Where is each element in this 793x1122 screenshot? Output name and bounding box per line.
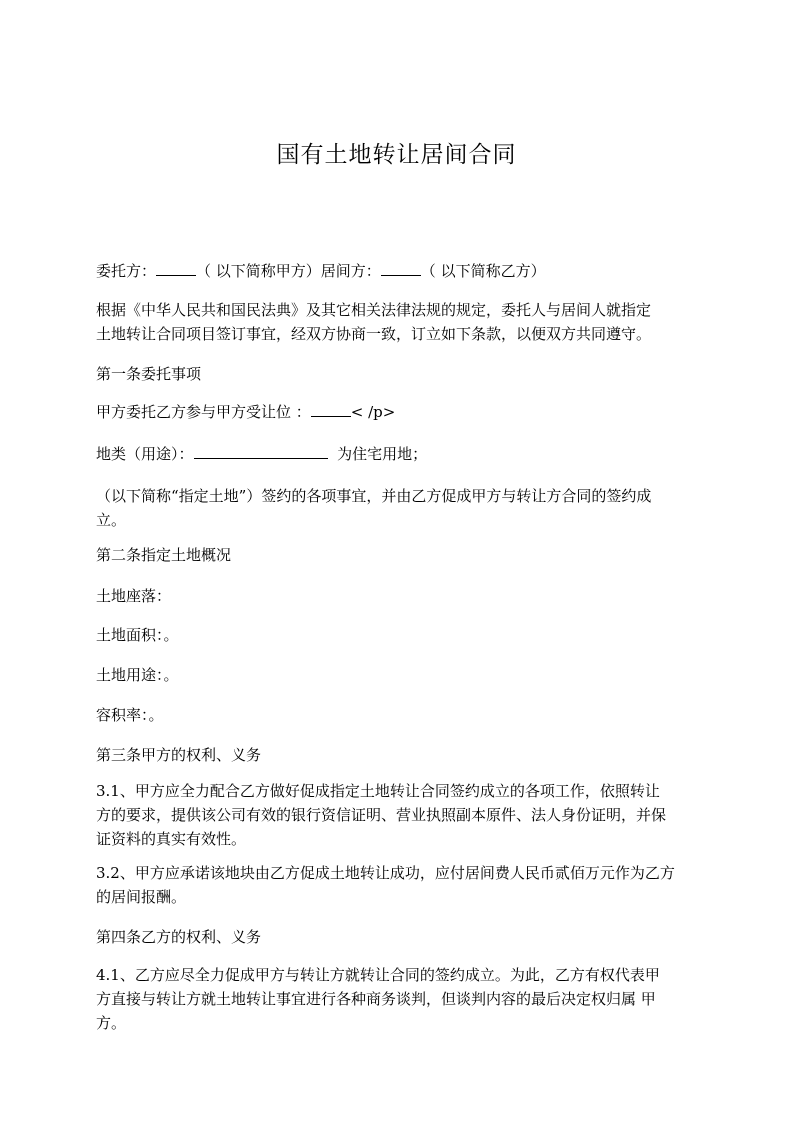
- principal-blank: [156, 261, 196, 276]
- parties-line: [96, 259, 706, 283]
- item1-suffix: < /p>: [350, 403, 396, 421]
- article-3-heading: 第三条甲方的权利、义务: [96, 746, 262, 764]
- land-location: 土地座落：: [96, 587, 172, 605]
- clause-4-1-line-2: 方直接与转让方就土地转让事宜进行各种商务谈判，但谈判内容的最后决定权归属 甲: [96, 990, 656, 1008]
- clause-4-1-line-1: 4.1、乙方应尽全力促成甲方与转让方就转让合同的签约成立。为此，乙方有权代表甲: [96, 966, 660, 984]
- principal-suffix: （ 以下简称甲方）居间方：: [196, 262, 381, 280]
- article-1-heading: 第一条委托事项: [96, 365, 202, 383]
- document-title: 国有土地转让居间合同: [276, 142, 517, 168]
- land-use: 土地用途：。: [96, 666, 179, 684]
- clause-4-1-line-3: 方。: [96, 1014, 127, 1032]
- principal-label: 委托方：: [96, 262, 157, 280]
- agent-suffix: （ 以下简称乙方）: [420, 262, 546, 280]
- clause-3-1-line-3: 证资料的真实有效性。: [96, 830, 247, 848]
- clause-3-2-line-2: 的居间报酬。: [96, 888, 187, 906]
- preamble-line-2: 土地转让合同项目签订事宜，经双方协商一致，订立如下条款，以便双方共同遵守。: [96, 325, 652, 343]
- article-1-item-3: [96, 484, 706, 532]
- clause-3-1-line-2: 方的要求，提供该公司有效的银行资信证明、营业执照副本原件、法人身份证明，并保: [96, 806, 667, 824]
- clause-3-1-line-1: 3.1、甲方应全力配合乙方做好促成指定土地转让合同签约成立的各项工作，依照转让: [96, 782, 660, 800]
- preamble-paragraph: [96, 298, 706, 346]
- article-4-heading: 第四条乙方的权利、义务: [96, 928, 262, 946]
- clause-3-2-line-1: 3.2、甲方应承诺该地块由乙方促成土地转让成功，应付居间费人民币贰佰万元作为乙方: [96, 864, 675, 882]
- item1-prefix: 甲方委托乙方参与甲方受让位 ：: [96, 403, 311, 421]
- item3-line-1: （以下简称“指定土地”）签约的各项事宜，并由乙方促成甲方与转让方合同的签约成: [96, 487, 652, 505]
- article-2-heading: 第二条指定土地概况: [96, 546, 232, 564]
- article-4-clause-1: [96, 963, 706, 1035]
- article-1-item-1: [96, 400, 706, 424]
- preamble-line-1: 根据《中华人民共和国民法典》及其它相关法律法规的规定，委托人与居间人就指定: [96, 301, 652, 319]
- item2-suffix: 为住宅用地；: [337, 445, 428, 463]
- item3-line-2: 立。: [96, 511, 127, 529]
- land-area: 土地面积：。: [96, 626, 179, 644]
- item2-prefix: 地类（用途）：: [96, 445, 194, 463]
- land-type-blank: [194, 444, 328, 459]
- plot-ratio: 容积率：。: [96, 706, 164, 724]
- article-3-clause-1: [96, 779, 706, 851]
- article-1-item-2: [96, 442, 706, 466]
- agent-blank: [381, 261, 421, 276]
- location-blank: [311, 402, 351, 417]
- article-3-clause-2: [96, 861, 706, 909]
